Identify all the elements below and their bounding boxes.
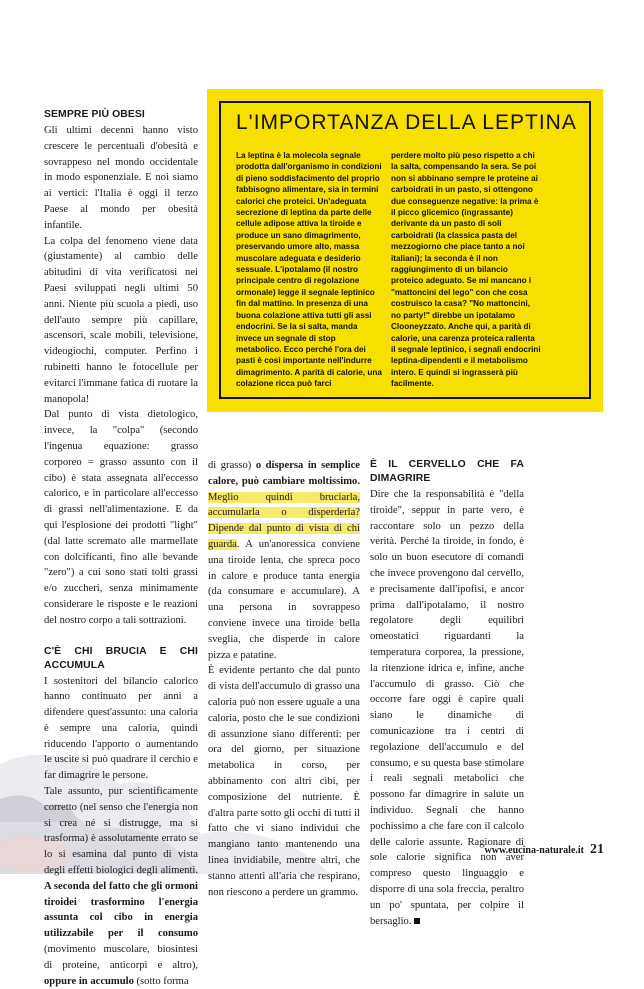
page-footer [485,842,604,858]
highlighted-text: Meglio quindi bruciarla, accumularla o disperderla? Dipende dal punto di vista di chi guarda [208,491,360,550]
column-2 [208,458,360,900]
section-heading-chi-brucia: C'È CHI BRUCIA E CHI ACCUMULA [44,645,198,671]
column-1 [44,108,198,989]
page-number: 21 [590,842,604,857]
paragraph: È evidente pertanto che dal punto di vista dell'accumulo di grasso una caloria può non essere uguale a una caloria, posto che le sue condizioni di assunzione siano differenti: per ora del giorno, per situazione metabolica in corso, per abbinamento con altri cibi, per composizione del nutriente. È d'altra parte sotto gli occhi di tutti il fatto che vi siano individui che mangiano tanto mantenendo una linea invidiabile, mentre altri, che stanno attenti all'aria che respirano, non riescono a perdere un grammo. [208,665,360,898]
paragraph: La colpa del fenomeno viene data (giustamente) al cambio delle abitudini di vita verificatosi nei Paesi sviluppati negli ultimi 50 anni. Niente più scuola a piedi, uso dell'auto sempre più capillare, ascensori, scale mobili, televisione, videogiochi, computer. Perfino i rubinetti hanno le fotocellule per evitarci l'immane fatica di ruotare la manopola! [44,235,198,405]
paragraph: Tale assunto, pur scientificamente corretto (nel senso che l'energia non si crea né si distrugge, ma si trasforma) è assolutamente errato se lo si esamina dal punto di vista degli effetti biologici degli alimenti. A seconda del fatto che gli ormoni tiroidei trasformino l'energia assunta col cibo in energia utilizzabile per il consumo (movimento muscolare, biosintesi di proteine, anticorpi e altro), oppure in accumulo (sotto forma [44,786,198,987]
column-3 [370,458,524,929]
section-heading-sempre-piu-obesi: SEMPRE PIÙ OBESI [44,109,145,120]
paragraph: di grasso) o dispersa in semplice calore, può cambiare moltissimo. Meglio quindi bruciarla, accumularla o disperderla? Dipende dal punto di vista di chi guarda. A un'anoressica conviene una tiroide lenta, che spreca poco in calore e produce tanta energia (da consumare e accumulare). A una persona in sovrappeso conviene invece una tiroide bella sveglia, che disperde in calore pizza e patatine. [208,460,360,661]
leptina-box-left-column: La leptina è la molecola segnale prodotta dall'organismo in condizioni di pieno soddisfacimento del proprio fabbisogno alimentare, sia in termini calorici che proteici. Un'adeguata secrezione di leptina da parte delle cellule adipose attiva la tiroide e produce un sano dimagrimento, preservando umore alto, massa muscolare adeguata e desiderio sessuale. L'ipotalamo (il nostro principale centro di regolazione ormonale) legge il segnale leptinico fin dal mattino. In presenza di una buona colazione attiva tutti gli assi endocrini. Se la si salta, manda invece un segnale di stop metabolico. Ecco perché l'ora dei pasti è così importante nell'indurre dimagrimento. A parità di calorie, una colazione ricca può farci [236,151,382,389]
paragraph: I sostenitori del bilancio calorico hanno continuato per anni a difendere quest'assunto: una caloria è sempre una caloria, quindi riducendo l'apporto o aumentando le uscite si può quadrare il cerchio e far dimagrire le persone. [44,675,198,782]
section-heading-cervello: È IL CERVELLO CHE FA DIMAGRIRE [370,459,524,484]
end-of-article-square-icon [414,918,420,924]
paragraph: Dal punto di vista dietologico, invece, la "colpa" (secondo l'ingenua equazione: grasso corporeo = grasso assunto con il cibo) è stata assegnata all'eccesso calorico, e in particolare all'eccesso di grassi nell'alimentazione. E da qui l'esplosione dei prodotti "light" (dal latte scremato alle marmellate con dolcificanti, fino alle bevande "zero") a cui sono stati tolti grassi e/o zuccheri, senza minimamente considerare le risposte e le reazioni del nostro corpo a tali sottrazioni. [44,409,198,626]
paragraph: Gli ultimi decenni hanno visto crescere le percentuali d'obesità e sovrappeso nel mondo occidentale in modo esponenziale. E noi siamo ai vertici: l'Italia è oggi il terzo Paese al mondo per obesità infantile. [44,125,198,231]
paragraph: Dire che la responsabilità è "della tiroide", seppur in parte vero, è raccontare solo un pezzo della verità. Perché la tiroide, in fondo, è solo un buon esecutore di comandi che invece provengono dal cervello, e precisamente dall'ipofisi, e ancor prima dall'ipotalamo, il nostro regolatore degli equilibri omeostatici riguardanti la temperatura corporea, la pressione, la ritenzione idrica e, infine, anche l'accumulo di grasso. Ciò che occorre fare oggi è capire quali siano le dinamiche di comunicazione tra i centri di regolazione dell'accumulo e del consumo, e su questa base stimolare i reali segnali metabolici che possono far dimagrire in salute un individuo. Segnali che hanno pochissimo a che fare con il calcolo delle calorie assunte. Ragionare di sole calorie significa non aver compreso questo linguaggio e disporre di una sola freccia, peraltro un po' spuntata, per colpire il bersaglio. [370,489,524,927]
footer-url: www.eucina-naturale.it [484,845,584,856]
leptina-box-title: L'IMPORTANZA DELLA LEPTINA [236,111,577,134]
leptina-box-right-column: perdere molto più peso rispetto a chi la salta, compensando la sera. Se poi non si abbinano sempre le proteine ai carboidrati in un pasto, si ottengono due conseguenze negative: la prima è il picco glicemico (ingrassante) derivante da un pasto di soli carboidrati (la classica pasta del mezzogiorno che piace tanto a noi italiani); la seconda è il non raggiungimento di un bilancio proteico adeguato. Se mi mancano i "mattoncini del lego" con che cosa costruisco la casa? "No mattoncini, no party!" direbbe un ipotalamo Clooneyzzato. Anche qui, a parità di calorie, una carenza proteica rallenta il segnale leptinico, i segnali endocrini leptina-dipendenti e il metabolismo intero. E quindi si ingrasserà più facilmente. [391,151,541,389]
